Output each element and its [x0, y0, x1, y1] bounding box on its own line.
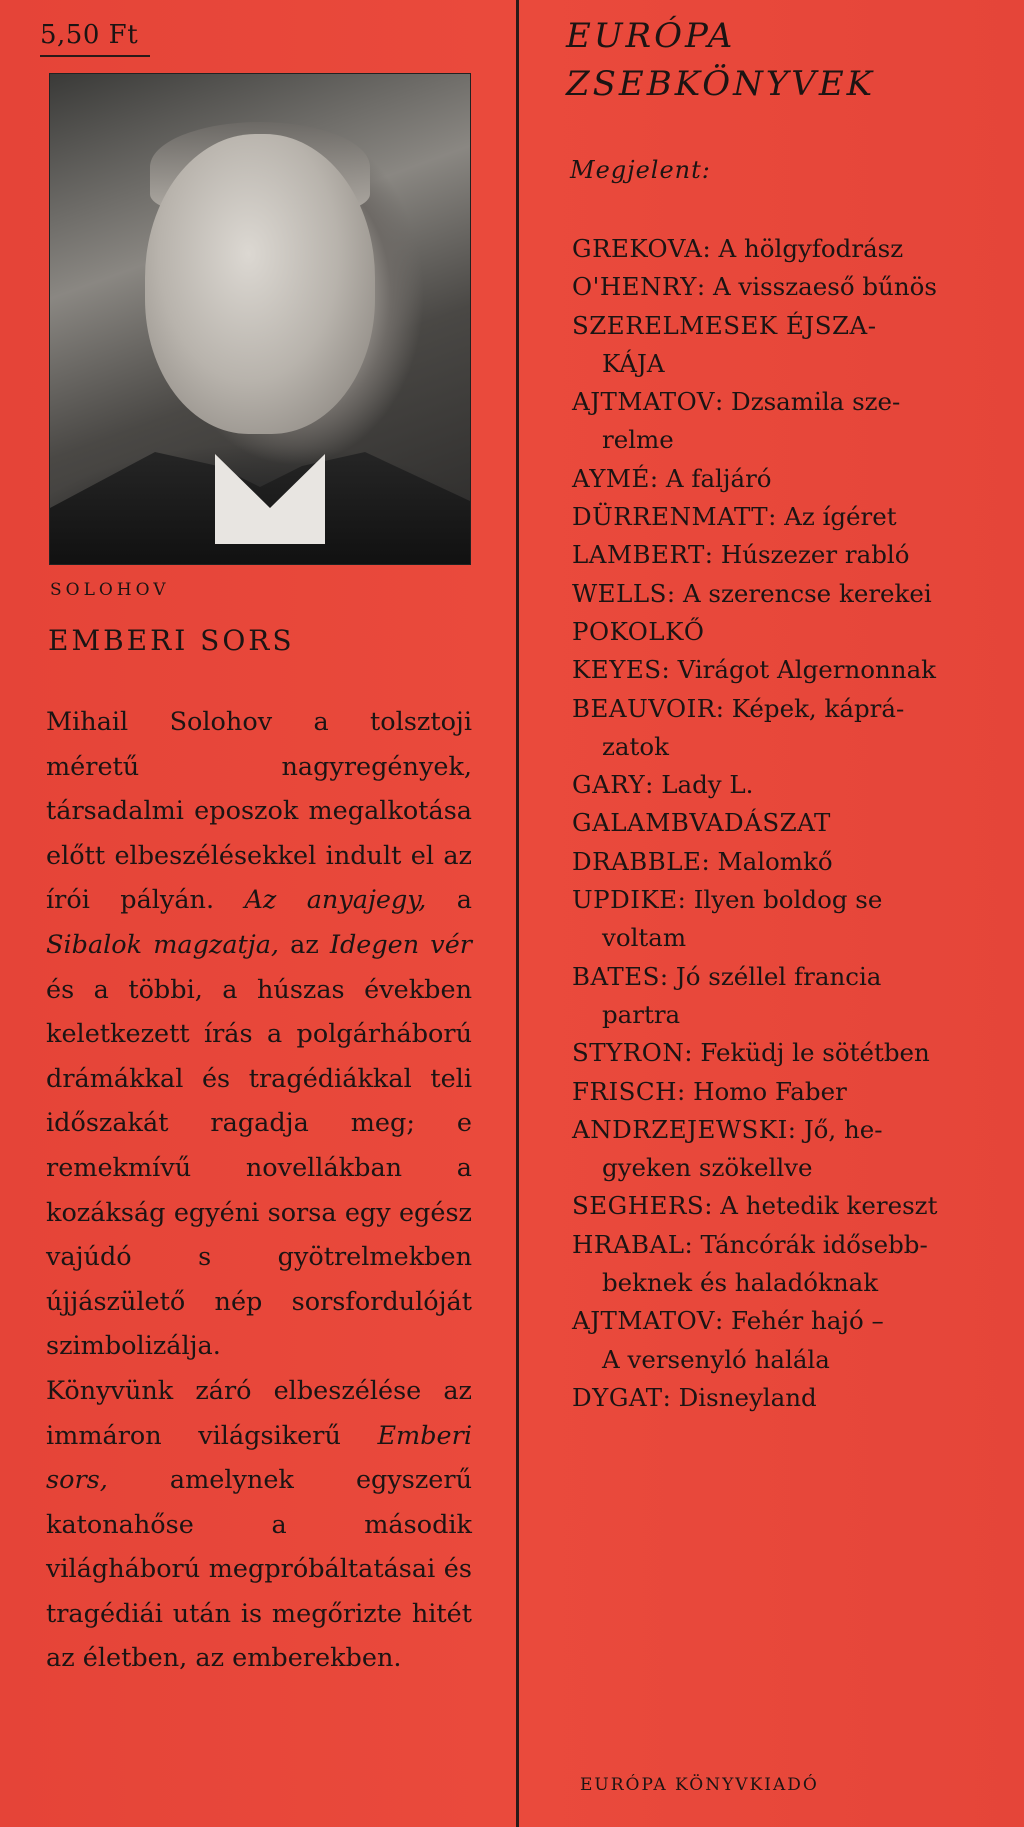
book-title-continuation: KÁJA: [602, 348, 665, 378]
book-title-entry: A faljáró: [665, 463, 772, 493]
author-name: SOLOHOV: [50, 580, 170, 600]
book-title-entry: Húszezer rabló: [720, 540, 910, 570]
book-list-item: [572, 383, 1002, 460]
blurb-text-segment: az: [279, 929, 330, 960]
book-author: BATES: [572, 961, 660, 991]
book-title-entry: Dzsamila sze-: [731, 387, 901, 417]
book-author: AJTMATOV: [572, 1306, 715, 1336]
book-separator: :: [684, 1229, 701, 1259]
book-title-entry: A hetedik kereszt: [720, 1191, 938, 1221]
book-separator: :: [661, 655, 678, 685]
book-separator: :: [684, 1038, 701, 1068]
book-author: KEYES: [572, 655, 662, 685]
series-title-line-1: EURÓPA: [566, 16, 736, 56]
book-title-continuation: A versenyló halála: [602, 1344, 830, 1374]
book-author: POKOLKŐ: [572, 616, 705, 646]
book-separator: :: [702, 234, 719, 263]
blurb-text-segment: és a többi, a húszas években keletkezett írás a polgárháború drámákkal és tragédiákkal teli időszakát ragadja meg; e remekmívű novellákban a kozákság egyéni sorsa egy egész vajúdó s gyötrelmekben újjászülető nép sorsfordulóját szimbolizálja.: [46, 974, 472, 1362]
book-separator: :: [677, 1076, 694, 1106]
book-author: HRABAL: [572, 1229, 685, 1259]
column-divider: [516, 0, 519, 1827]
blurb-text-segment: amelynek egyszerű katonahőse a második világháború megpróbáltatásai és tragédiái után is megőrizte hitét az életben, az emberekben.: [46, 1465, 472, 1674]
blurb-text-segment: Mihail Solohov a tolsztoji méretű nagyregények, társadalmi eposzok megalkotása előtt elbeszélésekkel indult el az írói pályán.: [46, 707, 472, 916]
blurb-italic-title: Az anyajegy,: [244, 885, 427, 916]
book-title-continuation: voltam: [602, 923, 687, 953]
book-title-continuation: partra: [602, 999, 681, 1029]
book-separator: :: [701, 846, 718, 876]
book-list-item: [572, 1226, 1002, 1303]
book-list-item: [572, 1302, 1002, 1379]
book-list-item: [572, 881, 1002, 958]
book-title-entry: Fehér hajó –: [731, 1306, 884, 1336]
series-title: [566, 12, 875, 108]
book-separator: :: [715, 1306, 732, 1336]
book-author: DRABBLE: [572, 846, 702, 876]
book-title-entry: A szerencse kerekei: [682, 578, 932, 608]
book-separator: :: [787, 1114, 804, 1144]
blurb-text-segment: Könyvünk záró elbeszélése az immáron világsikerű: [46, 1375, 472, 1451]
book-author: GREKOVA: [572, 234, 703, 263]
book-list-item: [572, 575, 1002, 613]
book-separator: :: [662, 1382, 679, 1412]
book-author: GALAMBVADÁSZAT: [572, 808, 831, 838]
book-separator: :: [696, 272, 713, 302]
book-list-item: [572, 1073, 1002, 1111]
book-author: AJTMATOV: [572, 387, 715, 417]
book-list-item: [572, 1187, 1002, 1225]
book-author: SZERELMESEK ÉJSZA-: [572, 310, 877, 340]
blurb-italic-title: Sibalok magzatja,: [46, 929, 280, 960]
book-list-item: [572, 1379, 1002, 1417]
book-list-item: [572, 804, 1002, 842]
book-list-item: [572, 536, 1002, 574]
book-title-entry: Feküdj le sötétben: [700, 1038, 930, 1068]
book-separator: :: [768, 502, 785, 532]
price-underline: [40, 55, 150, 57]
book-title-entry: Ilyen boldog se: [693, 885, 883, 915]
book-separator: :: [704, 1191, 721, 1221]
book-separator: :: [645, 770, 662, 800]
book-author: O'HENRY: [572, 272, 697, 302]
book-list-item: [572, 307, 1002, 384]
book-author: ANDRZEJEWSKI: [572, 1114, 788, 1144]
book-author: STYRON: [572, 1038, 685, 1068]
portrait-face: [145, 134, 375, 434]
book-title-continuation: gyeken szökellve: [602, 1153, 813, 1183]
book-list-item: [572, 613, 1002, 651]
book-title-entry: Homo Faber: [693, 1076, 847, 1106]
book-author: AYMÉ: [572, 463, 650, 493]
book-separator: :: [715, 387, 732, 417]
book-title-entry: Virágot Algernonnak: [677, 655, 937, 685]
book-title-entry: Jó széllel francia: [675, 961, 882, 991]
book-author: DÜRRENMATT: [572, 502, 769, 532]
book-list-item: [572, 498, 1002, 536]
book-separator: :: [649, 463, 666, 493]
book-separator: :: [677, 885, 694, 915]
blurb-text: [46, 700, 472, 1681]
book-separator: :: [659, 961, 676, 991]
book-list-item: [572, 766, 1002, 804]
book-list-item: [572, 690, 1002, 767]
publisher-name: EURÓPA KÖNYVKIADÓ: [580, 1775, 819, 1795]
author-portrait: [49, 73, 471, 565]
published-heading: Megjelent:: [570, 156, 711, 184]
book-title-entry: Táncórák idősebb-: [700, 1229, 928, 1259]
book-list-item: [572, 1034, 1002, 1072]
book-list-item: [572, 958, 1002, 1035]
book-title-continuation: zatok: [602, 731, 669, 761]
book-title-entry: Az ígéret: [784, 502, 897, 532]
book-title-continuation: relme: [602, 425, 674, 455]
book-title-entry: Lady L.: [661, 770, 754, 800]
book-title-entry: A hölgyfodrász: [718, 234, 904, 263]
book-list-item: [572, 268, 1002, 306]
book-author: UPDIKE: [572, 885, 678, 915]
blurb-paragraph-1: [46, 700, 472, 1369]
blurb-text-segment: a: [426, 885, 473, 916]
blurb-paragraph-2: [46, 1369, 472, 1681]
book-list-item: [572, 1111, 1002, 1188]
book-author: FRISCH: [572, 1076, 678, 1106]
book-title-continuation: beknek és haladóknak: [602, 1268, 879, 1298]
book-author: LAMBERT: [572, 540, 705, 570]
book-list: [572, 230, 1002, 1417]
book-title-entry: Malomkő: [717, 846, 833, 876]
book-separator: :: [704, 540, 721, 570]
book-separator: :: [715, 693, 732, 723]
book-list-item: [572, 651, 1002, 689]
book-list-item: [572, 843, 1002, 881]
book-title-entry: A visszaeső bűnös: [712, 272, 937, 302]
blurb-italic-title: Emberi sors,: [46, 1420, 472, 1496]
book-author: DYGAT: [572, 1382, 663, 1412]
book-separator: :: [666, 578, 683, 608]
book-author: SEGHERS: [572, 1191, 705, 1221]
book-list-item: [572, 460, 1002, 498]
series-title-line-2: ZSEBKÖNYVEK: [566, 64, 876, 104]
book-list-item: [572, 230, 1002, 268]
book-title: EMBERI SORS: [48, 624, 295, 657]
book-title-entry: Jő, he-: [803, 1114, 883, 1144]
book-author: GARY: [572, 770, 646, 800]
book-title-entry: Képek, káprá-: [731, 693, 905, 723]
book-title-entry: Disneyland: [678, 1382, 817, 1412]
blurb-italic-title: Idegen vér: [329, 929, 472, 960]
price-label: 5,50 Ft: [40, 20, 139, 50]
book-author: BEAUVOIR: [572, 693, 716, 723]
book-author: WELLS: [572, 578, 667, 608]
